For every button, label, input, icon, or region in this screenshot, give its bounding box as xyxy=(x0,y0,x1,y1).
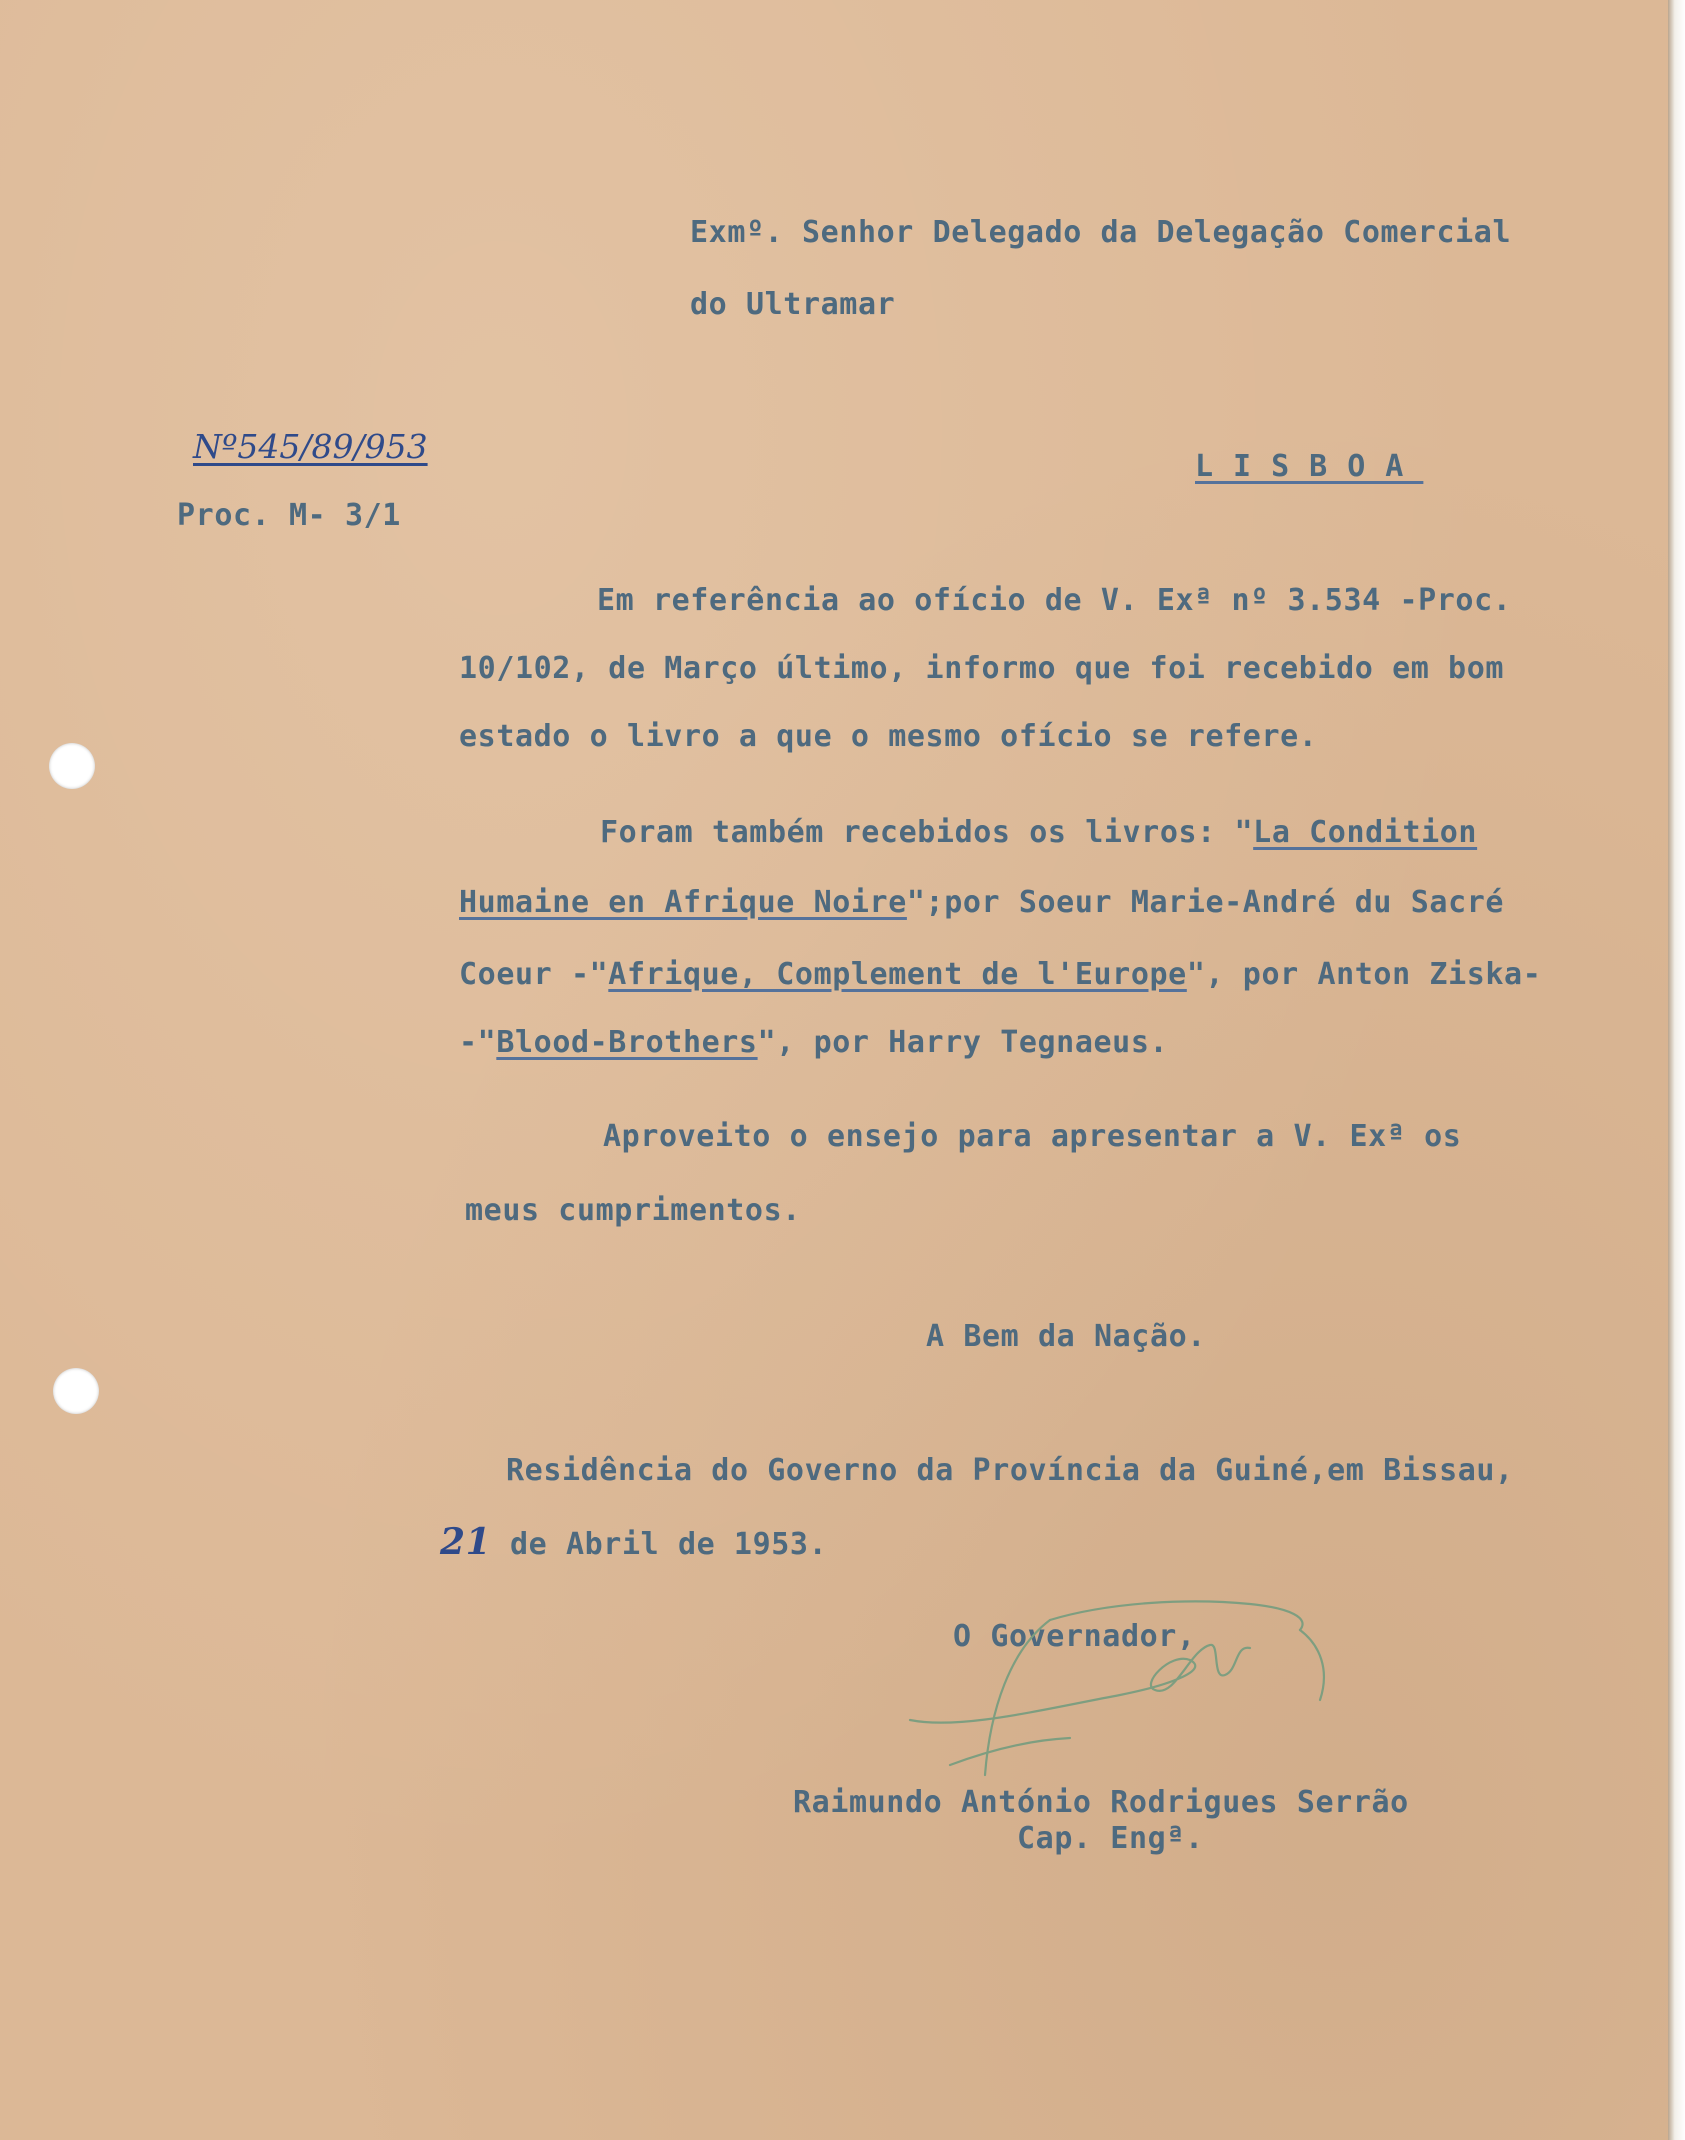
page-edge xyxy=(1668,0,1685,2140)
handwritten-day: 21 xyxy=(440,1521,492,1563)
paragraph-2-line-1 xyxy=(600,815,1478,850)
book-title-1-part-1: La Condition xyxy=(1253,815,1478,850)
book-author-2: ", por Anton Ziska- xyxy=(1186,957,1542,992)
book-title-3-quote: -" xyxy=(459,1025,497,1060)
paragraph-2-intro: Foram também recebidos os livros: " xyxy=(600,815,1254,850)
signatory-rank: Cap. Engª. xyxy=(1017,1821,1204,1856)
paragraph-3-line-2: meus cumprimentos. xyxy=(465,1193,801,1228)
signatory-name: Raimundo António Rodrigues Serrão xyxy=(793,1785,1409,1820)
paragraph-3-line-1: Aproveito o ensejo para apresentar a V. Exª os xyxy=(603,1119,1462,1154)
book-author-3: ", por Harry Tegnaeus. xyxy=(757,1025,1169,1060)
process-reference: Proc. M- 3/1 xyxy=(177,498,401,533)
book-author-1: ";por Soeur Marie-André du Sacré xyxy=(906,885,1505,920)
place-line: Residência do Governo da Província da Guiné,em Bissau, xyxy=(506,1453,1514,1488)
book-author-1-cont: Coeur -" xyxy=(459,957,609,992)
paragraph-2-line-3 xyxy=(459,957,1542,992)
paragraph-2-line-4 xyxy=(459,1025,1169,1060)
date-rest: de Abril de 1953. xyxy=(509,1527,828,1562)
date-line xyxy=(440,1521,828,1563)
addressee-line-1: Exmº. Senhor Delegado da Delegação Comercial xyxy=(690,215,1512,250)
paragraph-1-line-1: Em referência ao ofício de V. Exª nº 3.534 -Proc. xyxy=(597,583,1512,618)
punch-hole-top xyxy=(49,743,95,789)
city-heading: LISBOA xyxy=(1195,449,1424,484)
paragraph-1-line-2: 10/102, de Março último, informo que foi recebido em bom xyxy=(459,651,1505,686)
salutation: A Bem da Nação. xyxy=(926,1319,1206,1354)
addressee-line-2: do Ultramar xyxy=(690,287,896,322)
paragraph-2-line-2 xyxy=(459,885,1505,920)
book-title-3: Blood-Brothers xyxy=(496,1025,758,1060)
paragraph-1-line-3: estado o livro a que o mesmo ofício se refere. xyxy=(459,719,1318,754)
book-title-2: Afrique, Complement de l'Europe xyxy=(608,957,1187,992)
book-title-1-part-2: Humaine en Afrique Noire xyxy=(459,885,907,920)
governor-role: O Governador, xyxy=(953,1619,1196,1654)
punch-hole-bottom xyxy=(53,1368,99,1414)
reference-number: Nº545/89/953 xyxy=(193,427,428,466)
